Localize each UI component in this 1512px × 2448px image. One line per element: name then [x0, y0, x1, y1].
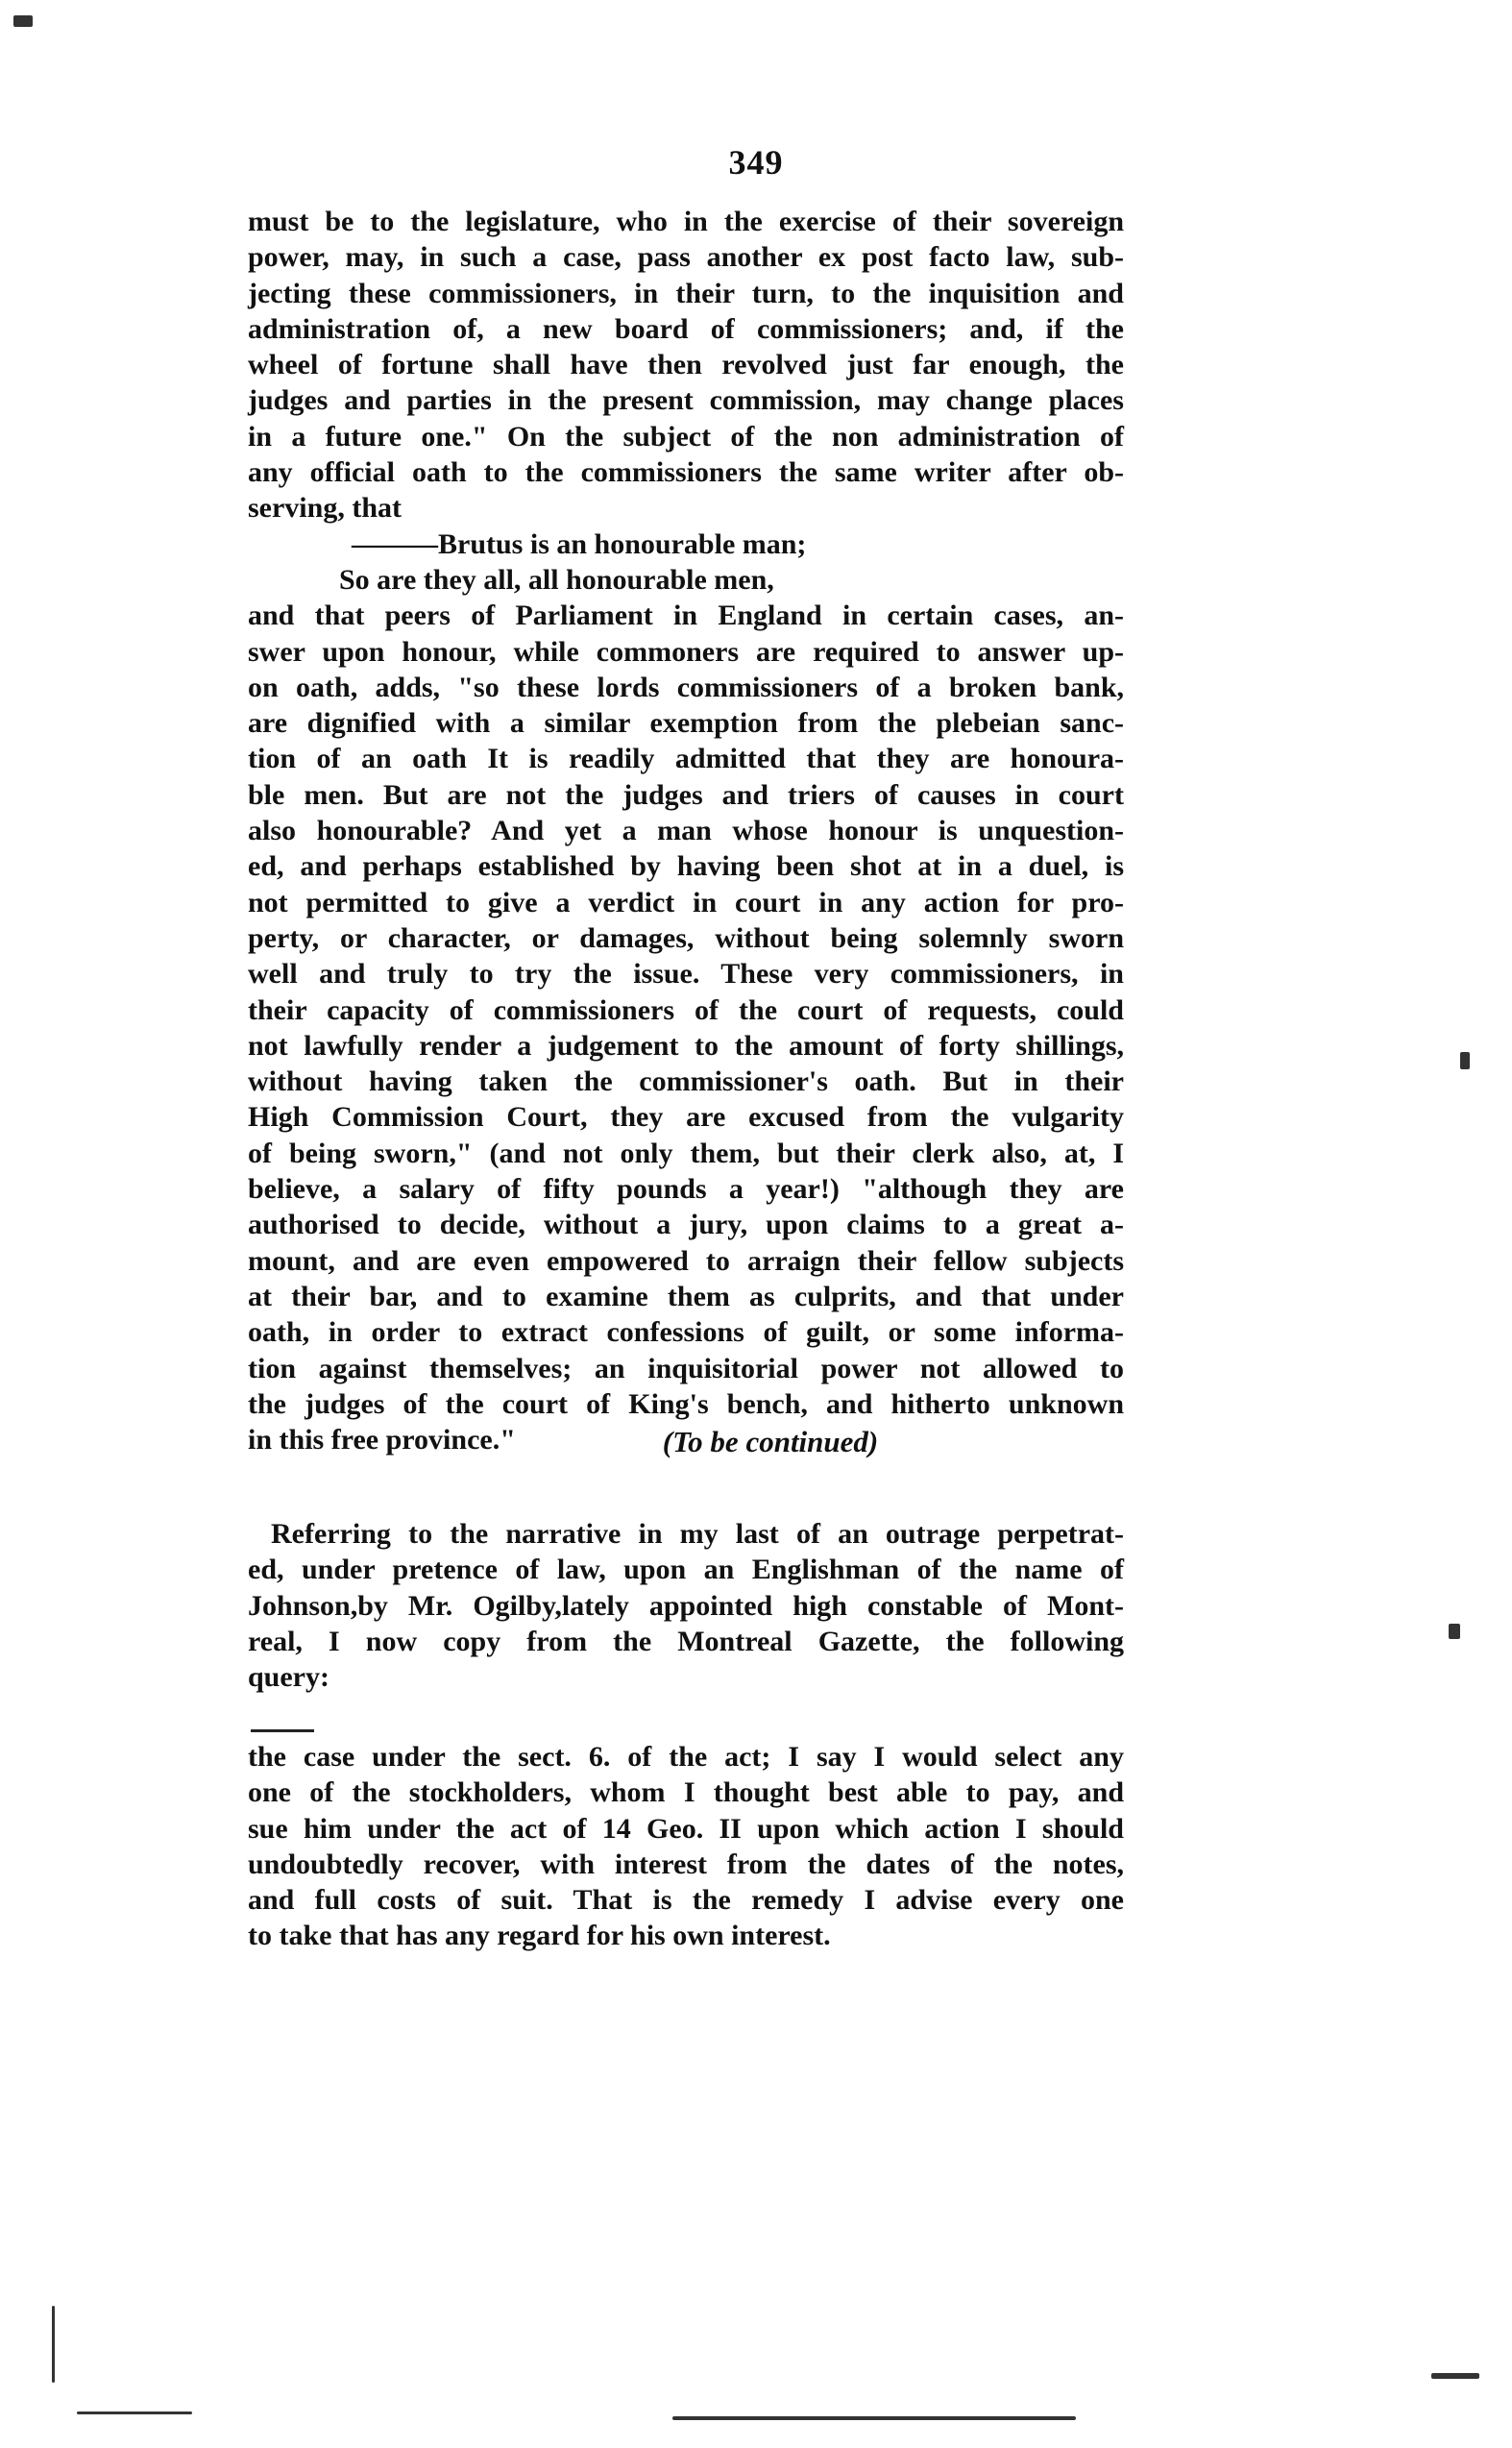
text-line: High Commission Court, they are excused from the vulgarity [248, 1101, 1124, 1134]
text-line: are dignified with a similar exemption from the plebeian sanc- [248, 707, 1124, 740]
text-line: Referring to the narrative in my last of an outrage perpetrat- [271, 1518, 1124, 1550]
text-line: mount, and are even empowered to arraign their fellow subjects [248, 1244, 1124, 1277]
text-line: undoubtedly recover, with interest from the dates of the notes, [248, 1848, 1124, 1880]
text-line: in a future one." On the subject of the non administration of [248, 420, 1124, 453]
text-line: also honourable? And yet a man whose honour is unquestion- [248, 815, 1124, 847]
text-line: in this free province." [248, 1424, 516, 1457]
text-line: real, I now copy from the Montreal Gazette, the following [248, 1625, 1124, 1657]
scan-speck [672, 2416, 1076, 2420]
text-line [248, 239, 1124, 275]
text-line: jecting these commissioners, in their turn, to the inquisition and [248, 277, 1124, 309]
text-line: wheel of fortune shall have then revolved just far enough, the [248, 349, 1124, 381]
text-line: at their bar, and to examine them as culprits, and that under [248, 1280, 1124, 1312]
text-line: their capacity of commissioners of the court of requests, could [248, 993, 1124, 1026]
text-line: the case under the sect. 6. of the act; I say I would select any [248, 1741, 1124, 1773]
quoted-query-paragraph [248, 1739, 1124, 1954]
text-line: authorised to decide, without a jury, upon claims to a great a- [248, 1209, 1124, 1241]
quotation-line: So are they all, all honourable men, [339, 563, 774, 596]
text-line: tion against themselves; an inquisitorial power not allowed to [248, 1352, 1124, 1384]
body-text-column [248, 204, 1124, 1457]
text-line: must be to the legislature, who in the exercise of their sovereign [248, 206, 1124, 237]
text-line: to take that has any regard for his own interest. [248, 1920, 831, 1952]
text-line: administration of, a new board of commissioners; and, if the [248, 312, 1124, 345]
text-line: one of the stockholders, whom I thought best able to pay, and [248, 1776, 1124, 1809]
to-be-continued-note: (To be continued) [662, 1425, 879, 1458]
text-line: ble men. But are not the judges and triers of causes in court [248, 778, 1124, 811]
text-line: ed, under pretence of law, upon an Englishman of the name of [248, 1554, 1124, 1586]
text-line: oath, in order to extract confessions of guilt, or some informa- [248, 1316, 1124, 1349]
scan-speck [13, 15, 33, 27]
text-line: well and truly to try the issue. These very commissioners, in [248, 958, 1124, 991]
text-line: believe, a salary of fifty pounds a year!) "although they are [248, 1173, 1124, 1206]
text-line: on oath, adds, "so these lords commissioners of a broken bank, [248, 671, 1124, 703]
article-paragraph [248, 1516, 1124, 1695]
text-line: perty, or character, or damages, without being solemnly sworn [248, 921, 1124, 954]
text-line: query: [248, 1661, 329, 1694]
text-line: not lawfully render a judgement to the amount of forty shillings, [248, 1029, 1124, 1062]
text-line: the judges of the court of King's bench, and hitherto unknown [248, 1387, 1124, 1420]
page-number: 349 [728, 143, 784, 182]
text-line: any official oath to the commissioners the same writer after ob- [248, 456, 1124, 489]
text-line: not permitted to give a verdict in court in any action for pro- [248, 886, 1124, 918]
scan-speck [1460, 1052, 1470, 1069]
text-line: and that peers of Parliament in England in certain cases, an- [248, 600, 1124, 632]
text-line: sue him under the act of 14 Geo. II upon which action I should [248, 1812, 1124, 1845]
text-line: ed, and perhaps established by having been shot at in a duel, is [248, 850, 1124, 883]
quotation-line: ———Brutus is an honourable man; [352, 527, 807, 560]
text-line: swer upon honour, while commoners are required to answer up- [248, 635, 1124, 668]
scan-speck [52, 2306, 55, 2383]
text-line: serving, that [248, 492, 402, 525]
text-line: and full costs of suit. That is the remedy I advise every one [248, 1884, 1124, 1917]
text-line: Johnson,by Mr. Ogilby,lately appointed high constable of Mont- [248, 1589, 1124, 1622]
section-rule [251, 1729, 314, 1732]
text-line: judges and parties in the present commission, may change places [248, 384, 1124, 417]
text-line-content: power, may, in such a case, pass another ex post facto law, sub- [248, 241, 1124, 274]
scan-speck [1449, 1624, 1460, 1639]
text-line: of being sworn," (and not only them, but their clerk also, at, I [248, 1137, 1124, 1169]
scan-speck [77, 2411, 192, 2414]
text-line: without having taken the commissioner's oath. But in their [248, 1065, 1124, 1098]
text-line: tion of an oath It is readily admitted that they are honoura- [248, 743, 1124, 775]
scan-speck [1431, 2373, 1479, 2379]
